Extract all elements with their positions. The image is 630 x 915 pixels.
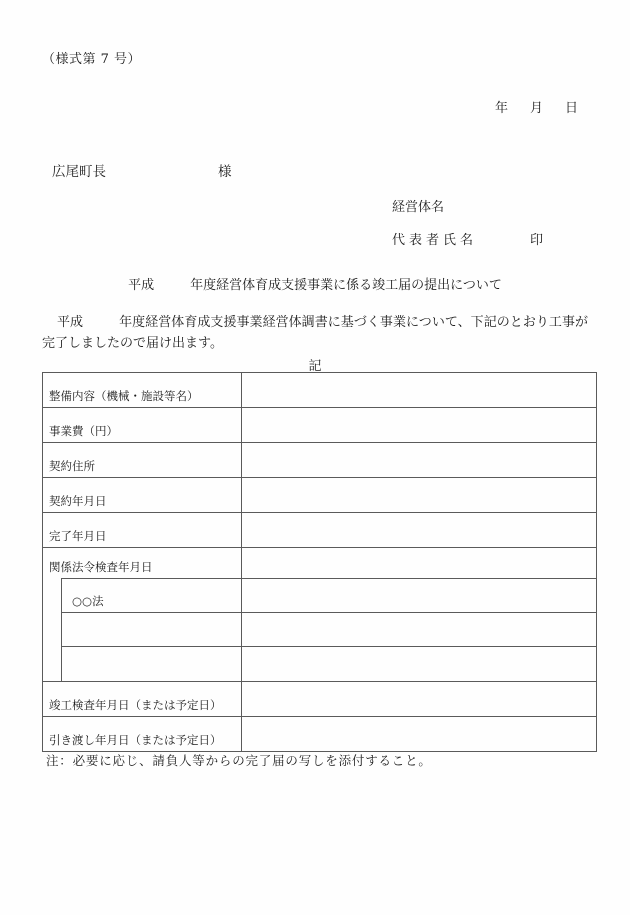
row-label: 整備内容（機械・施設等名） bbox=[43, 373, 242, 408]
group-subrow-labels bbox=[61, 578, 241, 681]
title-text: 年度経営体育成支援事業に係る竣工届の提出について bbox=[190, 278, 502, 293]
row-label: 契約住所 bbox=[43, 443, 242, 478]
organization-name-label: 経営体名 bbox=[392, 200, 445, 215]
row-label: 事業費（円） bbox=[43, 408, 242, 443]
row-label: 竣工検査年月日（または予定日） bbox=[43, 682, 242, 717]
date-month: 月 bbox=[529, 101, 543, 116]
body-era-prefix: 平成 bbox=[57, 315, 84, 330]
subrow-value[interactable] bbox=[242, 579, 596, 613]
detail-table bbox=[42, 372, 597, 752]
row-label: 完了年月日 bbox=[43, 513, 242, 548]
row-label: 引き渡し年月日（または予定日） bbox=[43, 717, 242, 752]
row-value[interactable] bbox=[242, 717, 597, 752]
date-day: 日 bbox=[564, 101, 578, 116]
table-row-group-law-inspection bbox=[43, 548, 597, 682]
table-row bbox=[43, 408, 597, 443]
subrow-label bbox=[62, 647, 241, 681]
row-label: 契約年月日 bbox=[43, 478, 242, 513]
group-heading-value[interactable] bbox=[242, 549, 596, 579]
form-number: （様式第 7 号） bbox=[42, 52, 142, 67]
subrow-value[interactable] bbox=[242, 613, 596, 647]
body-text: 年度経営体育成支援事業経営体調書に基づく事業について、下記のとおり工事が完了しましたので届け出ます。 bbox=[42, 315, 588, 351]
subrow-value[interactable] bbox=[242, 647, 596, 681]
footnote: 注：必要に応じ、請負人等からの完了届の写しを添付すること。 bbox=[46, 753, 432, 768]
row-value[interactable] bbox=[242, 373, 597, 408]
date-year: 年 bbox=[494, 101, 508, 116]
addressee: 広尾町長 bbox=[52, 164, 106, 180]
row-value[interactable] bbox=[242, 478, 597, 513]
row-value[interactable] bbox=[242, 408, 597, 443]
subrow-label: ○○法 bbox=[62, 579, 241, 613]
row-value[interactable] bbox=[242, 443, 597, 478]
table-row bbox=[43, 717, 597, 752]
table-row bbox=[43, 478, 597, 513]
row-value[interactable] bbox=[242, 682, 597, 717]
group-label-cell bbox=[43, 548, 242, 682]
addressee-honorific: 様 bbox=[218, 164, 232, 180]
representative-name-label: 代表者氏名 bbox=[392, 233, 478, 248]
title-era-prefix: 平成 bbox=[128, 278, 155, 293]
body-paragraph bbox=[42, 312, 588, 354]
subrow-label bbox=[62, 613, 241, 647]
table-row bbox=[43, 682, 597, 717]
row-value[interactable] bbox=[242, 513, 597, 548]
document-title bbox=[0, 274, 630, 293]
ki-heading: 記 bbox=[308, 359, 322, 374]
group-heading: 関係法令検査年月日 bbox=[49, 560, 153, 574]
date-line bbox=[0, 97, 578, 116]
seal-mark: 印 bbox=[530, 233, 544, 248]
table-row bbox=[43, 443, 597, 478]
group-value-cell bbox=[242, 548, 597, 682]
table-row bbox=[43, 373, 597, 408]
table-row bbox=[43, 513, 597, 548]
